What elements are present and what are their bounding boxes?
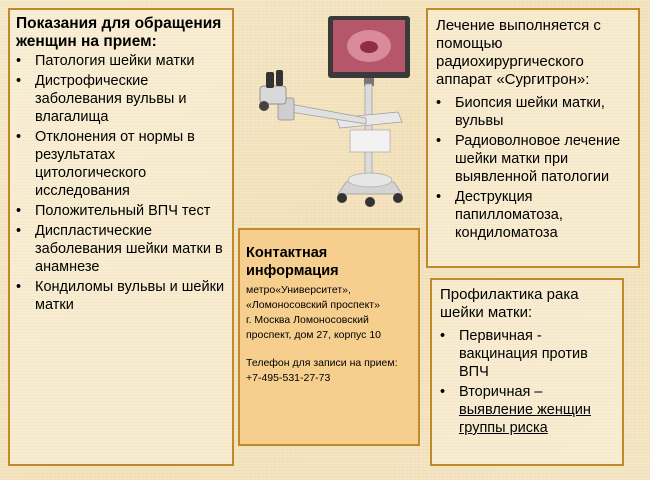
bullet-icon: • <box>16 73 22 89</box>
contact-phone: +7-495-531-27-73 <box>246 372 331 384</box>
prevention-panel <box>430 278 624 466</box>
contact-phone-label: Телефон для записи на прием: <box>246 357 398 369</box>
list-item: • Кондиломы вульвы и шейки матки <box>16 279 225 313</box>
bullet-icon: • <box>440 384 446 400</box>
contact-metro: метро«Университет», «Ломоносовский проспект» <box>246 284 380 311</box>
list-item: • Биопсия шейки матки, вульвы <box>436 95 605 129</box>
bullet-icon: • <box>436 95 442 111</box>
prevention-primary: Первичная - вакцинация против ВПЧ <box>459 328 588 380</box>
treatment-intro: Лечение выполняется с помощью радиохирургического аппарат «Сургитрон»: <box>436 17 601 88</box>
bullet-icon: • <box>16 203 22 219</box>
list-item: • Патология шейки матки <box>16 53 195 69</box>
prevention-list <box>440 327 614 437</box>
bullet-icon: • <box>16 223 22 239</box>
treatment-list <box>436 94 630 242</box>
prevention-title: Профилактика рака шейки матки: <box>440 286 579 321</box>
list-item: • Диспластические заболевания шейки матки в анамнезе <box>16 223 223 275</box>
list-item: • Деструкция папилломатоза, кондиломатоза <box>436 189 563 241</box>
indications-panel <box>8 8 234 466</box>
contact-panel <box>238 228 420 446</box>
bullet-icon: • <box>16 129 22 145</box>
list-item: • Отклонения от нормы в результатах цитологического исследования <box>16 129 195 199</box>
list-item <box>440 327 614 381</box>
list-item: • Радиоволновое лечение шейки матки при выявленной патологии <box>436 133 621 185</box>
contact-title: Контактная информация <box>246 245 339 279</box>
treatment-panel <box>426 8 640 268</box>
risk-group-link[interactable]: выявление женщин группы риска <box>459 402 591 436</box>
bullet-icon: • <box>16 53 22 69</box>
contact-address: г. Москва Ломоносовский проспект, дом 27, корпус 10 <box>246 314 382 341</box>
indications-list <box>16 52 226 314</box>
bullet-icon: • <box>440 328 446 344</box>
bullet-icon: • <box>436 133 442 149</box>
list-item: • Положительный ВПЧ тест <box>16 203 211 219</box>
prevention-secondary-prefix: Вторичная – <box>459 384 543 400</box>
bullet-icon: • <box>436 189 442 205</box>
bullet-icon: • <box>16 279 22 295</box>
list-item <box>440 383 614 437</box>
indications-title: Показания для обращения женщин на прием: <box>16 15 222 50</box>
colposcope-device-icon <box>250 14 420 210</box>
list-item: • Дистрофические заболевания вульвы и влагалища <box>16 73 187 125</box>
